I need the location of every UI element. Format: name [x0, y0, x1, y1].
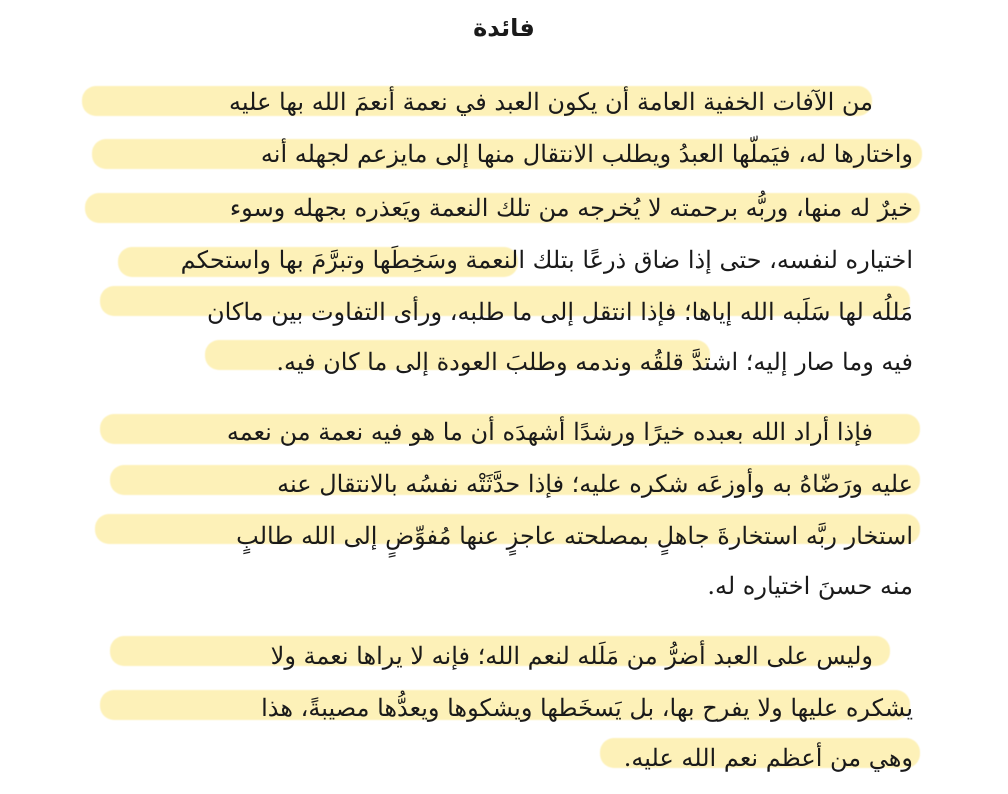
text-line: من الآفات الخفية العامة أن يكون العبد في نعمة أنعمَ الله بها عليه	[229, 88, 873, 116]
text-line: خيرٌ له منها، وربُّه برحمته لا يُخرجه من تلك النعمة ويَعذره بجهله وسوء	[229, 194, 913, 222]
text-line: وليس على العبد أضرُّ من مَلَله لنعم الله؛ فإنه لا يراها نعمة ولا	[270, 642, 873, 670]
page-title: فائدة	[473, 14, 535, 42]
text-line: وهي من أعظم نعم الله عليه.	[623, 744, 913, 772]
text-line: استخار ربَّه استخارةَ جاهلٍ بمصلحته عاجزٍ عنها مُفوِّضٍ إلى الله طالبٍ	[236, 522, 913, 550]
text-line: اختياره لنفسه، حتى إذا ضاق ذرعًا بتلك النعمة وسَخِطَها وتبرَّمَ بها واستحكم	[180, 246, 913, 274]
text-line: يشكره عليها ولا يفرح بها، بل يَسخَطها ويشكوها ويعدُّها مصيبةً، هذا	[261, 694, 913, 722]
text-line: عليه ورَضّاهُ به وأوزعَه شكره عليه؛ فإذا حدَّثَتْه نفسُه بالانتقال عنه	[277, 470, 913, 498]
text-line: مَللُه لها سَلَبه الله إياها؛ فإذا انتقل إلى ما طلبه، ورأى التفاوت بين ماكان	[206, 298, 913, 326]
text-line: منه حسنَ اختياره له.	[707, 572, 913, 600]
text-line: واختارها له، فيَملّها العبدُ ويطلب الانتقال منها إلى مايزعم لجهله أنه	[260, 140, 913, 168]
text-line: فيه وما صار إليه؛ اشتدَّ قلقُه وندمه وطلبَ العودة إلى ما كان فيه.	[276, 348, 913, 376]
text-line: فإذا أراد الله بعبده خيرًا ورشدًا أشهدَه أن ما هو فيه نعمة من نعمه	[226, 418, 873, 446]
